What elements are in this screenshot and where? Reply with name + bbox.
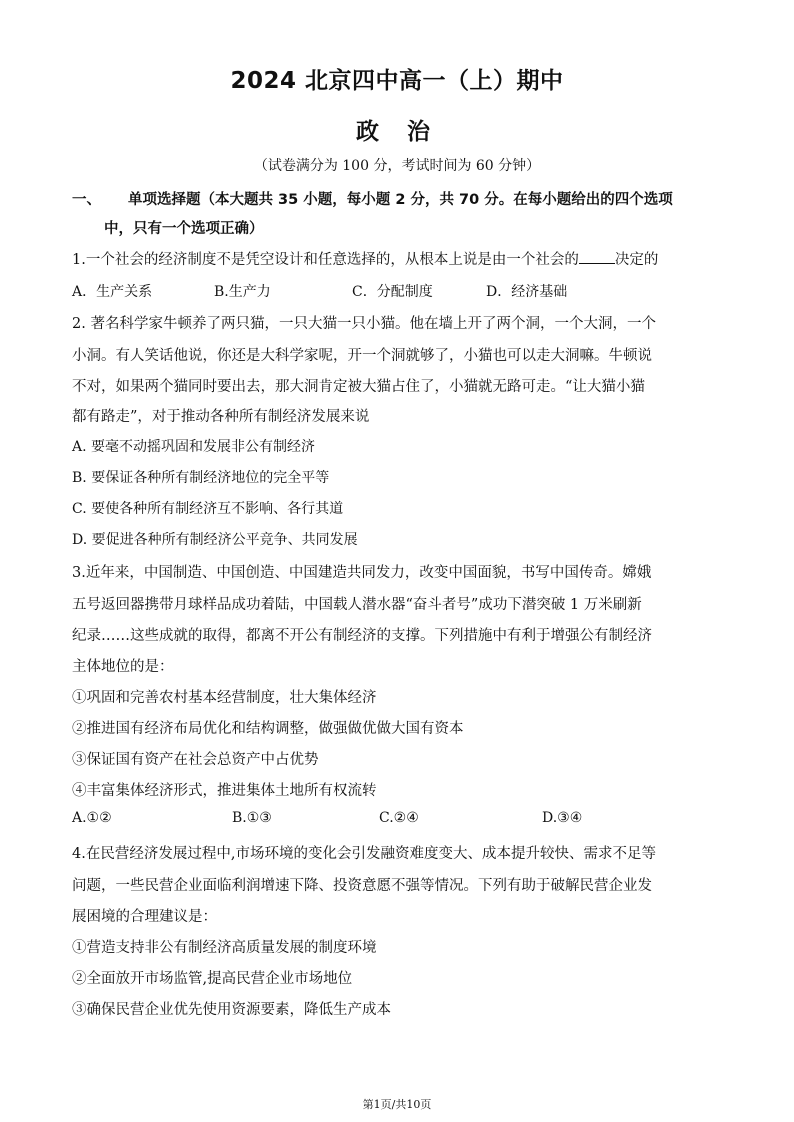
q4-item-3: ③确保民营企业优先使用资源要素，降低生产成本	[72, 1002, 391, 1018]
q4-stem-line-1: 4.在民营经济发展过程中,市场环境的变化会引发融资难度变大、成本提升较快、需求不足等	[72, 846, 656, 862]
q2-stem-line-1: 2. 著名科学家牛顿养了两只猫，一只大猫一只小猫。他在墙上开了两个洞，一个大洞，一个	[72, 316, 656, 332]
q3-stem-line-1: 3.近年来，中国制造、中国创造、中国建造共同发力，改变中国面貌，书写中国传奇。嫦娥	[72, 565, 652, 581]
page-footer: 第1页/共10页	[362, 1098, 432, 1111]
q1-option-b: B.生产力	[214, 284, 271, 300]
q1-stem-before: 1.一个社会的经济制度不是凭空设计和任意选择的，从根本上说是由一个社会的	[72, 252, 579, 268]
q2-option-b: B. 要保证各种所有制经济地位的完全平等	[72, 470, 330, 486]
q3-stem-line-2: 五号返回器携带月球样品成功着陆，中国载人潜水器“奋斗者号”成功下潜突破 1 万米刷新	[72, 597, 642, 613]
exam-note: （试卷满分为 100 分，考试时间为 60 分钟）	[253, 158, 541, 174]
section-instruction-2: 中，只有一个选项正确）	[104, 221, 264, 237]
q3-option-b: B.①③	[232, 810, 272, 826]
q1-stem-after: 决定的	[614, 252, 659, 268]
exam-title: 2024 北京四中高一（上）期中	[230, 68, 564, 94]
q3-item-4: ④丰富集体经济形式，推进集体土地所有权流转	[72, 783, 377, 799]
q3-stem-line-3: 纪录……这些成就的取得，都离不开公有制经济的支撑。下列措施中有利于增强公有制经济	[72, 628, 652, 644]
q4-stem-line-2: 问题，一些民营企业面临利润增速下降、投资意愿不强等情况。下列有助于破解民营企业发	[72, 878, 652, 894]
q2-stem-line-4: 都有路走”，对于推动各种所有制经济发展来说	[72, 409, 370, 425]
q1-stem	[72, 248, 658, 269]
q3-option-a: A.①②	[72, 810, 112, 826]
q3-option-c: C.②④	[379, 810, 419, 826]
q1-option-c: C．分配制度	[352, 284, 433, 300]
q2-stem-line-3: 不对，如果两个猫同时要出去，那大洞肯定被大猫占住了，小猫就无路可走。“让大猫小猫	[72, 379, 645, 395]
section-instruction-1: 单项选择题（本大题共 35 小题，每小题 2 分，共 70 分。在每小题给出的四个选项	[128, 192, 673, 208]
q2-option-d: D. 要促进各种所有制经济公平竞争、共同发展	[72, 532, 358, 548]
q2-option-c: C. 要使各种所有制经济互不影响、各行其道	[72, 501, 344, 517]
q3-stem-line-4: 主体地位的是：	[72, 659, 174, 675]
q4-item-1: ①营造支持非公有制经济高质量发展的制度环境	[72, 940, 377, 956]
subject-title: 政治	[356, 119, 458, 145]
q4-item-2: ②全面放开市场监管,提高民营企业市场地位	[72, 971, 353, 987]
q3-option-d: D.③④	[542, 810, 583, 826]
q3-item-2: ②推进国有经济布局优化和结构调整，做强做优做大国有资本	[72, 721, 464, 737]
q1-option-d: D．经济基础	[486, 284, 568, 300]
q2-stem-line-2: 小洞。有人笑话他说，你还是大科学家呢，开一个洞就够了，小猫也可以走大洞嘛。牛顿说	[72, 348, 652, 364]
section-line-1	[72, 186, 732, 215]
section-number: 一、	[72, 192, 101, 208]
q1-option-a: A．生产关系	[72, 284, 153, 300]
q3-item-1: ①巩固和完善农村基本经营制度，壮大集体经济	[72, 690, 377, 706]
q2-option-a: A. 要毫不动摇巩固和发展非公有制经济	[72, 439, 316, 455]
q1-answer-blank	[579, 251, 615, 264]
q4-stem-line-3: 展困境的合理建议是：	[72, 909, 217, 925]
section-heading	[72, 186, 732, 244]
q3-item-3: ③保证国有资产在社会总资产中占优势	[72, 752, 319, 768]
q3-options	[72, 810, 582, 826]
q1-options	[72, 281, 567, 301]
